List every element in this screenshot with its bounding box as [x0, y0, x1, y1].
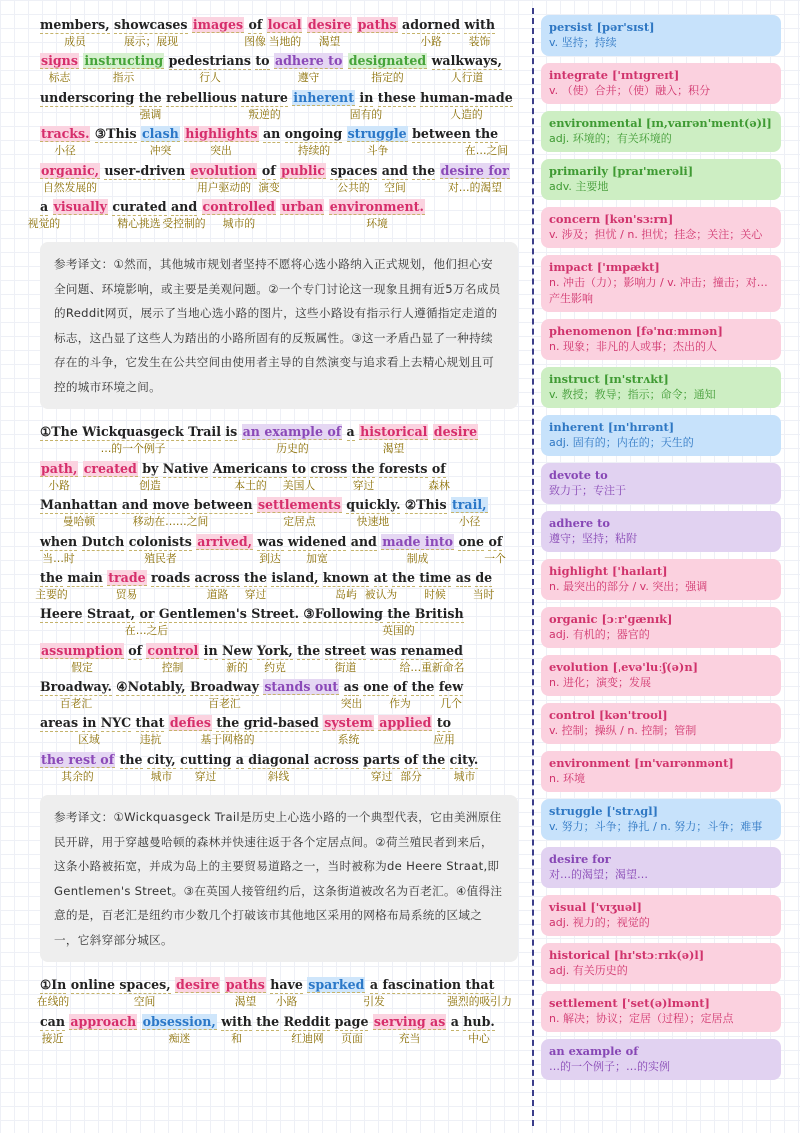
chinese-gloss: 城市的	[222, 216, 256, 230]
passage-line	[40, 603, 518, 639]
vocab-card	[541, 655, 781, 696]
vocab-definition: adj. 有机的；器官的	[549, 628, 650, 641]
chinese-gloss: 作为	[389, 697, 411, 711]
vocab-definition: n. 冲击（力）；影响力 / v. 冲击；撞击；对…产生影响	[549, 276, 768, 305]
chinese-gloss: 穿过	[370, 769, 393, 783]
chinese-gloss: 时候	[424, 587, 446, 601]
chinese-gloss: 控制	[161, 660, 184, 674]
vocab-card	[541, 207, 781, 248]
vocab-definition: …的一个例子；…的实例	[549, 1060, 670, 1073]
chinese-gloss: 百老汇	[208, 697, 241, 711]
vocab-definition: adj. 固有的；内在的；天生的	[549, 436, 694, 449]
vocab-word: struggle ['strʌɡl]	[549, 804, 658, 818]
chinese-gloss: 在…之间	[464, 144, 509, 158]
chinese-gloss: 一个	[484, 551, 506, 565]
vocab-definition: v. 控制；操纵 / n. 控制；管制	[549, 724, 697, 737]
chinese-gloss: 几个	[440, 697, 462, 711]
chinese-gloss: 红迪网	[291, 1031, 324, 1045]
english-text: areas in NYC that defies the grid-based system applied to	[40, 715, 452, 731]
chinese-gloss: …的一个例子	[100, 442, 166, 456]
chinese-gloss: 定居点	[283, 515, 316, 529]
vocab-word: organic [ɔːr'ɡænɪk]	[549, 612, 673, 626]
english-text: when Dutch colonists arrived, was widened and made into one of	[40, 533, 503, 549]
passage-line	[40, 676, 518, 712]
vocab-card	[541, 1039, 781, 1080]
english-text: the rest of the city, cutting a diagonal across parts of the city.	[41, 751, 479, 767]
english-text: Heere Straat, or Gentlemen's Street. ③Following the British	[40, 606, 464, 622]
chinese-gloss: 自然发展的	[43, 180, 97, 194]
passage-line	[36, 974, 518, 1010]
vocab-word: an example of	[549, 1044, 639, 1058]
vocab-word: settlement ['set(ə)lmənt]	[549, 996, 710, 1010]
chinese-gloss: 岛屿	[335, 587, 357, 601]
passage-2	[35, 421, 518, 785]
vocab-word: historical [hɪ'stɔːrɪk(ə)l]	[549, 948, 705, 962]
chinese-gloss: 指示	[112, 71, 135, 85]
chinese-gloss: 遵守	[297, 71, 320, 85]
chinese-gloss: 装饰	[468, 35, 491, 48]
english-text: Manhattan and move between settlements quickly. ②This trail,	[40, 497, 487, 513]
chinese-gloss: 展示；展现	[124, 35, 178, 48]
chinese-gloss: 当地的	[268, 35, 302, 48]
chinese-gloss: 在…之后	[124, 624, 169, 638]
chinese-gloss: 主要的	[35, 587, 68, 601]
vocab-definition: v. 涉及；担忧 / n. 担忧；挂念；关注；关心	[549, 228, 763, 241]
passage-line	[35, 567, 518, 603]
chinese-gloss: 街道	[334, 660, 357, 674]
vocab-word: highlight ['haɪlaɪt]	[549, 564, 668, 578]
english-text: path, created by Native Americans to cross the forests of	[41, 460, 446, 476]
english-text: the main trade roads across the island, known at the time as de	[40, 569, 493, 585]
chinese-gloss: 历史的	[276, 442, 309, 456]
chinese-gloss: 道路	[206, 587, 229, 601]
chinese-gloss: 接近	[41, 1031, 64, 1045]
chinese-gloss: 渴望	[234, 995, 257, 1009]
vocab-word: phenomenon [fə'nɑːmɪnən]	[549, 324, 723, 338]
passage-line	[40, 640, 518, 676]
chinese-gloss: 充当	[398, 1031, 421, 1045]
english-text: ①The Wickquasgeck Trail is an example of a historical desire	[40, 424, 478, 440]
chinese-gloss: 受控制的	[162, 216, 206, 230]
vocab-card	[541, 559, 781, 600]
passage-1	[27, 14, 518, 232]
chinese-gloss: 美国人	[282, 478, 316, 492]
vocab-definition: n. 进化；演变；发展	[549, 676, 651, 689]
chinese-gloss: 城市	[150, 769, 173, 783]
chinese-gloss: 冲突	[149, 144, 172, 158]
chinese-gloss: 小径	[54, 144, 76, 158]
vocab-word: evolution [ˌevə'luːʃ(ə)n]	[549, 660, 698, 674]
chinese-gloss: 斗争	[366, 144, 389, 158]
chinese-gloss: 公共的	[337, 180, 370, 194]
vocab-card	[541, 319, 781, 360]
vocab-word: environment [ɪn'vaɪrənmənt]	[549, 756, 734, 770]
vocab-word: visual ['vɪʒuəl]	[549, 900, 642, 914]
english-text: organic, user-driven evolution of public spaces and the desire for	[41, 162, 509, 178]
chinese-gloss: 当…时	[42, 551, 75, 565]
vocab-card	[541, 255, 781, 312]
vocab-word: control [kən'troʊl]	[549, 708, 668, 722]
chinese-gloss: 页面	[341, 1031, 363, 1045]
chinese-gloss: 本土的	[234, 478, 267, 492]
vocab-word: devote to	[549, 468, 608, 482]
chinese-gloss: 创造	[139, 478, 161, 492]
vocab-word: instruct [ɪn'strʌkt]	[549, 372, 669, 386]
chinese-gloss: 穿过	[244, 587, 267, 601]
chinese-gloss: 在线的	[36, 995, 70, 1009]
chinese-gloss: 到达	[259, 551, 281, 565]
vocab-definition: adj. 视力的；视觉的	[549, 916, 650, 929]
chinese-gloss: 成员	[64, 35, 86, 48]
chinese-gloss: 指定的	[371, 71, 404, 85]
chinese-gloss: 小路	[275, 995, 298, 1009]
chinese-gloss: 叛逆的	[248, 107, 281, 121]
chinese-gloss: 百老汇	[59, 697, 93, 711]
english-text: Broadway. ④Notably, Broadway stands out as one of the few	[40, 679, 464, 695]
vocab-card	[541, 511, 781, 552]
chinese-gloss: 用户驱动的	[197, 180, 251, 194]
chinese-gloss: 系统	[337, 733, 360, 747]
vocab-word: integrate ['ɪntɪɡreɪt]	[549, 68, 680, 82]
vocabulary-column	[541, 15, 781, 1087]
passage-line	[27, 196, 518, 232]
english-text: underscoring the rebellious nature inherent in these human-made	[40, 89, 513, 105]
vocab-definition: adv. 主要地	[549, 180, 609, 193]
vocab-card	[541, 799, 781, 840]
chinese-gloss: 标志	[48, 71, 71, 85]
chinese-gloss: 快速地	[356, 515, 390, 529]
passage-line	[40, 1011, 518, 1047]
chinese-gloss: 空间	[133, 995, 156, 1009]
chinese-gloss: 基于网格的	[200, 733, 255, 747]
vocab-definition: adj. 环境的；有关环境的	[549, 132, 672, 145]
translation-1: 参考译文：①然而，其他城市规划者坚持不愿将心选小路纳入正式规划，他们担心安全问题、环境影响，或主要是美观问题。②一个专门讨论这一现象且拥有近5万名成员的Reddit网页，展示了当地心选小路的图片，这些小路设有指示行人遵循指定走道的标志，这凸显了这些人为踏出的小路所固有的反叛属性。③这一矛盾凸显了一种持续存在的斗争，它发生在公共空间由使用者主导的自然演变与追求看上去精心规划且可控的城市环境之间。	[40, 242, 518, 409]
passage-line	[40, 712, 518, 748]
chinese-gloss: 被认为	[364, 587, 398, 601]
vocab-definition: n. 最突出的部分 / v. 突出；强调	[549, 580, 708, 593]
english-text: can approach obsession, with the Reddit page serving as a hub.	[40, 1013, 495, 1029]
vocab-card	[541, 159, 781, 200]
english-text: ①In online spaces, desire paths have sparked a fascination that	[40, 977, 495, 993]
vocab-word: persist [pər'sɪst]	[549, 20, 655, 34]
vocab-card	[541, 111, 781, 152]
passage-line	[40, 14, 518, 50]
chinese-gloss: 小路	[420, 35, 442, 48]
chinese-gloss: 渴望	[382, 442, 405, 456]
chinese-gloss: 环境	[366, 216, 388, 230]
chinese-gloss: 演变	[258, 180, 280, 194]
chinese-gloss: 和	[231, 1031, 242, 1045]
chinese-gloss: 穿过	[194, 769, 217, 783]
column-divider	[532, 8, 534, 1126]
english-text: assumption of control in New York, the street was renamed	[41, 642, 463, 658]
english-text: signs instructing pedestrians to adhere to designated walkways,	[41, 53, 502, 69]
vocab-card	[541, 943, 781, 984]
chinese-gloss: 部分	[400, 769, 422, 783]
vocab-definition: v. 坚持；持续	[549, 36, 617, 49]
chinese-gloss: 穿过	[352, 478, 375, 492]
vocab-card	[541, 751, 781, 792]
vocab-card	[541, 703, 781, 744]
vocab-word: adhere to	[549, 516, 610, 530]
chinese-gloss: 森林	[428, 478, 450, 492]
chinese-gloss: 精心挑选	[117, 216, 161, 230]
chinese-gloss: 痴迷	[168, 1031, 191, 1045]
passage-line	[40, 123, 518, 159]
chinese-gloss: 强调	[139, 107, 162, 121]
chinese-gloss: 应用	[433, 733, 455, 747]
chinese-gloss: 其余的	[61, 769, 94, 783]
chinese-gloss: 图像	[244, 35, 266, 48]
passage-3	[36, 974, 518, 1047]
chinese-gloss: 城市	[453, 769, 476, 783]
chinese-gloss: 空间	[384, 180, 406, 194]
chinese-gloss: 贸易	[115, 587, 138, 601]
chinese-gloss: 新的	[226, 660, 248, 674]
chinese-gloss: 殖民者	[144, 551, 177, 565]
chinese-gloss: 当时	[472, 587, 495, 601]
chinese-gloss: 小路	[48, 478, 70, 492]
vocab-card	[541, 895, 781, 936]
vocab-definition: v. 努力；斗争；挣扎 / n. 努力；斗争；难事	[549, 820, 763, 833]
chinese-gloss: 英国的	[382, 624, 415, 638]
chinese-gloss: 持续的	[297, 144, 331, 158]
chinese-gloss: 突出	[210, 144, 232, 158]
vocab-definition: n. 环境	[549, 772, 585, 785]
vocab-word: concern [kən'sɜ:rn]	[549, 212, 674, 226]
passage-line	[40, 50, 518, 86]
chinese-gloss: 斜线	[267, 769, 290, 783]
chinese-gloss: 曼哈顿	[62, 515, 96, 529]
chinese-gloss: 视觉的	[27, 216, 61, 230]
passage-line	[40, 749, 518, 785]
chinese-gloss: 中心	[468, 1031, 490, 1045]
chinese-gloss: 渴望	[318, 35, 341, 48]
passage-line	[40, 458, 518, 494]
chinese-gloss: 违抗	[139, 733, 162, 747]
chinese-gloss: 约克	[264, 660, 286, 674]
chinese-gloss: 人行道	[450, 71, 484, 85]
chinese-gloss: 区域	[78, 733, 100, 747]
chinese-gloss: 移动在……之间	[132, 515, 209, 529]
vocab-card	[541, 463, 781, 504]
vocab-card	[541, 415, 781, 456]
chinese-gloss: 制成	[406, 551, 429, 565]
vocab-definition: v. （使）合并；（使）融入；积分	[549, 84, 711, 97]
chinese-gloss: 引发	[363, 995, 385, 1009]
chinese-gloss: 给…重新命名	[399, 660, 465, 674]
vocab-definition: 致力于；专注于	[549, 484, 626, 497]
english-text: tracks. ③This clash highlights an ongoing struggle between the	[41, 126, 499, 142]
reading-column	[27, 14, 518, 1057]
passage-line	[40, 494, 518, 530]
chinese-gloss: 人造的	[450, 107, 483, 121]
vocab-definition: n. 现象；非凡的人或事；杰出的人	[549, 340, 717, 353]
vocab-word: impact ['ɪmpækt]	[549, 260, 660, 274]
vocab-card	[541, 991, 781, 1032]
chinese-gloss: 加宽	[306, 551, 328, 565]
vocab-definition: n. 解决；协议；定居（过程）；定居点	[549, 1012, 734, 1025]
chinese-gloss: 强烈的吸引力	[447, 995, 512, 1009]
english-text: a visually curated and controlled urban environment.	[40, 198, 424, 214]
vocab-card	[541, 847, 781, 888]
passage-line	[40, 421, 518, 457]
chinese-gloss: 假定	[71, 660, 93, 674]
chinese-gloss: 小径	[458, 515, 481, 529]
chinese-gloss: 突出	[340, 697, 363, 711]
chinese-gloss: 行人	[199, 71, 221, 85]
vocab-definition: v. 教授；教导；指示；命令；通知	[549, 388, 716, 401]
vocab-word: inherent [ɪn'hɪrənt]	[549, 420, 675, 434]
passage-line	[40, 531, 518, 567]
vocab-card	[541, 367, 781, 408]
vocab-definition: adj. 有关历史的	[549, 964, 628, 977]
passage-line	[40, 160, 518, 196]
vocab-card	[541, 63, 781, 104]
vocab-card	[541, 15, 781, 56]
vocab-word: desire for	[549, 852, 611, 866]
vocab-definition: 遵守；坚持；粘附	[549, 532, 637, 545]
vocab-card	[541, 607, 781, 648]
english-text: members, showcases images of local desire paths adorned with	[40, 17, 496, 32]
vocab-word: primarily [praɪ'merəli]	[549, 164, 694, 178]
translation-2: 参考译文：①Wickquasgeck Trail是历史上心选小路的一个典型代表，它由美洲原住民开辟，用于穿越曼哈顿的森林并快速往返于各个定居点间。②荷兰殖民者到来后，这条小路被拓宽，并成为岛上的主要贸易道路之一，当时被称为de Heere Straat,即Gentlemen's Street。③在英国人接管纽约后，这条街道被改名为百老汇。④值得注意的是，百老汇是纽约市少数几个打破该市其他地区采用的网格布局系统的区域之一，它斜穿部分城区。	[40, 795, 518, 962]
vocab-word: environmental [ɪn,vaɪrən'ment(ə)l]	[549, 116, 772, 130]
vocab-definition: 对…的渴望；渴望…	[549, 868, 648, 881]
passage-line	[40, 87, 518, 123]
chinese-gloss: 对…的渴望	[448, 180, 502, 194]
chinese-gloss: 固有的	[349, 107, 383, 121]
